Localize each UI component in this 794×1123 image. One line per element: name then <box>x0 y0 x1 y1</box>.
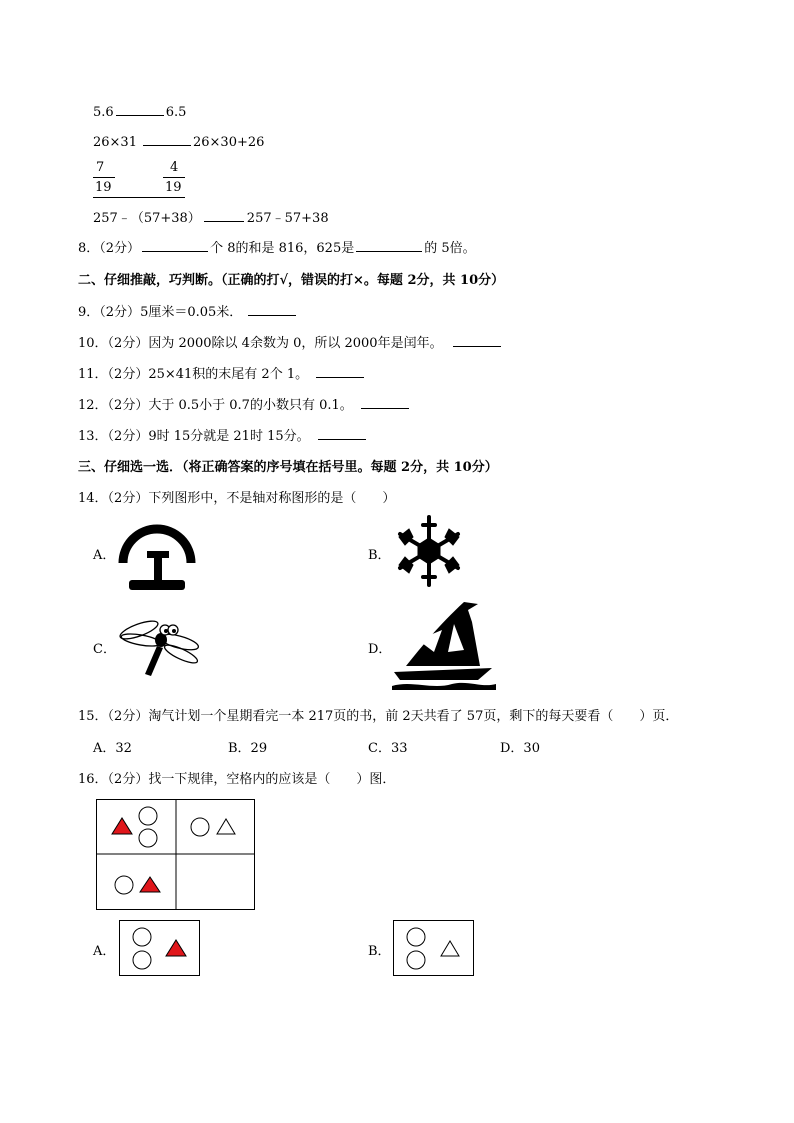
answer-blank[interactable] <box>356 239 422 252</box>
value-left: 257﹣（57+38） <box>93 211 201 226</box>
base-bar <box>129 580 185 590</box>
question-text: 的 5倍。 <box>424 241 476 256</box>
dragonfly-icon <box>115 612 203 680</box>
section-3-title: 三、仔细选一选．（将正确答案的序号填在括号里。每题 2分，共 10分） <box>78 460 498 475</box>
question-13 <box>78 425 366 444</box>
question-score: （2分） <box>107 709 149 724</box>
question-number: 9． <box>78 305 100 320</box>
question-number: 11． <box>78 367 108 382</box>
question-text: 5厘米＝0.05米． <box>140 305 243 320</box>
value-left: 26×31 <box>93 135 137 150</box>
pattern-grid <box>96 799 256 911</box>
dragonfly-tail <box>145 646 163 676</box>
answer-blank[interactable] <box>316 365 364 378</box>
question-score: （2分） <box>107 367 149 382</box>
question-score: （2分） <box>107 429 149 444</box>
circle-icon <box>133 951 151 969</box>
question-11 <box>78 363 364 382</box>
question-text: 大于 0.5小于 0.7的小数只有 0.1。 <box>148 398 353 413</box>
circle-icon <box>133 928 151 946</box>
dragonfly-pupil <box>172 629 176 633</box>
dragonfly-pupil <box>164 629 168 633</box>
question-number: 13． <box>78 429 108 444</box>
value-right: 6.5 <box>165 105 187 120</box>
question-text: 9时 15分就是 21时 15分。 <box>148 429 310 444</box>
question-number: 10． <box>78 336 108 351</box>
circle-icon <box>407 928 425 946</box>
compare-row-1 <box>93 103 186 120</box>
q16-option-a-label[interactable]: A． <box>93 944 116 959</box>
question-score: （2分） <box>99 241 141 256</box>
question-8 <box>78 237 476 256</box>
question-number: 8． <box>78 241 100 256</box>
question-14 <box>78 487 395 506</box>
fraction-2-denominator: 19 <box>165 180 182 195</box>
snowflake-icon <box>392 513 466 589</box>
question-text: 下列图形中，不是轴对称图形的是（ ） <box>148 491 396 506</box>
question-text: 个 8的和是 816，625是 <box>210 241 355 256</box>
answer-blank[interactable] <box>143 133 191 146</box>
question-number: 12． <box>78 398 108 413</box>
question-16 <box>78 768 395 787</box>
fraction-1-denominator: 19 <box>95 180 112 195</box>
question-text: 找一下规律，空格内的应该是（ ）图． <box>148 772 396 787</box>
fraction-1-numerator: 7 <box>96 160 105 175</box>
option-c-label[interactable]: C． <box>93 642 116 657</box>
question-score: （2分） <box>107 772 149 787</box>
value-right: 26×30+26 <box>192 135 265 150</box>
question-number: 14． <box>78 491 108 506</box>
section-2-title: 二、仔细推敲，巧判断。（正确的打√，错误的打×。每题 2分，共 10分） <box>78 273 505 288</box>
question-score: （2分） <box>99 305 141 320</box>
answer-blank[interactable] <box>142 239 208 252</box>
answer-blank[interactable] <box>318 427 366 440</box>
question-12 <box>78 394 409 413</box>
answer-blank[interactable] <box>204 209 244 222</box>
value-left: 5.6 <box>93 105 114 120</box>
white-triangle-icon <box>217 819 235 834</box>
answer-blank[interactable] <box>116 103 164 116</box>
option-a-label[interactable]: A． <box>93 548 116 563</box>
compare-row-2 <box>93 133 264 150</box>
question-9 <box>78 301 296 320</box>
fraction-2-bar <box>163 177 185 178</box>
answer-blank[interactable] <box>248 303 296 316</box>
red-triangle-icon <box>112 818 132 834</box>
compare-row-4 <box>93 207 329 226</box>
sailboat-water <box>392 683 496 690</box>
value-right: 257﹣57+38 <box>246 211 329 226</box>
sailboat-hull <box>394 668 492 680</box>
q15-option-d[interactable]: D．30 <box>500 741 540 756</box>
sailboat-icon <box>392 600 496 690</box>
circle-icon <box>139 807 157 825</box>
option-b-label[interactable]: B． <box>368 548 391 563</box>
question-text: 25×41积的末尾有 2个 1。 <box>148 367 309 382</box>
snowflake-group <box>399 517 459 585</box>
q15-option-b[interactable]: B．29 <box>228 741 268 756</box>
answer-blank[interactable] <box>453 334 501 347</box>
fraction-1-bar <box>93 177 115 178</box>
question-10 <box>78 332 501 351</box>
stem <box>154 553 162 583</box>
symbol-icon <box>115 513 199 593</box>
circle-icon <box>191 818 209 836</box>
answer-blank[interactable] <box>93 197 185 198</box>
question-15 <box>78 705 678 724</box>
question-text: 因为 2000除以 4余数为 0，所以 2000年是闰年。 <box>148 336 443 351</box>
q16-option-a-figure[interactable] <box>119 920 201 977</box>
circle-icon <box>407 951 425 969</box>
fraction-2-numerator: 4 <box>170 160 179 175</box>
question-number: 16． <box>78 772 108 787</box>
circle-icon <box>115 876 133 894</box>
question-text: 淘气计划一个星期看完一本 217页的书，前 2天共看了 57页，剩下的每天要看（ ）页． <box>148 709 679 724</box>
q16-option-b-label[interactable]: B． <box>368 944 391 959</box>
question-score: （2分） <box>107 398 149 413</box>
snowflake-arms <box>400 517 458 585</box>
red-triangle-icon <box>140 877 160 892</box>
wing <box>163 642 200 666</box>
option-d-label[interactable]: D． <box>368 642 392 657</box>
answer-blank[interactable] <box>361 396 409 409</box>
figure-border <box>120 921 200 976</box>
question-number: 15． <box>78 709 108 724</box>
figure-border <box>394 921 474 976</box>
q16-option-b-figure[interactable] <box>393 920 475 977</box>
q15-option-c[interactable]: C．33 <box>368 741 408 756</box>
question-score: （2分） <box>107 491 149 506</box>
q15-option-a[interactable]: A．32 <box>93 741 132 756</box>
question-score: （2分） <box>107 336 149 351</box>
circle-icon <box>139 829 157 847</box>
sailboat-sail <box>406 602 480 666</box>
